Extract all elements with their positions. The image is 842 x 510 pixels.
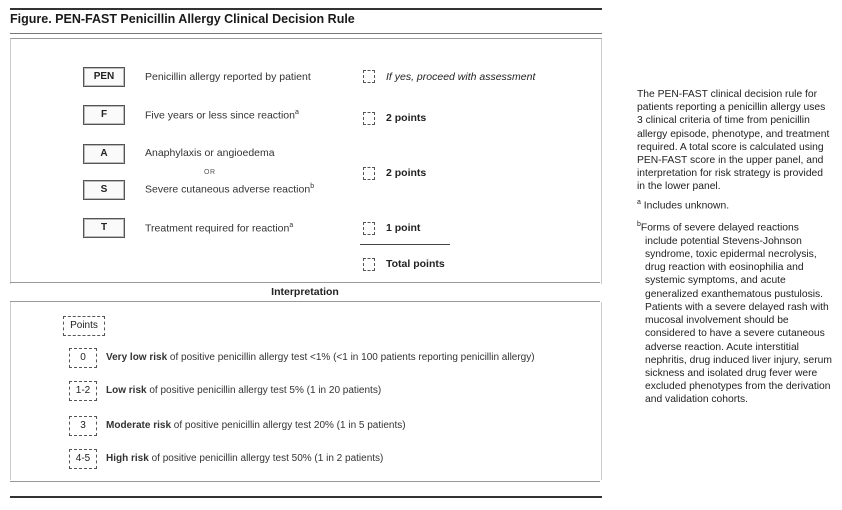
footnote-a-text: Includes unknown.: [640, 200, 730, 212]
criterion-f-label: Five years or less since reaction: [145, 109, 295, 122]
risk-low-desc: of positive penicillin allergy test 5% (1 in 20 patients): [146, 385, 382, 396]
or-label: OR: [204, 169, 216, 176]
risk-moderate-desc: of positive penicillin allergy test 20% (1 in 5 patients): [171, 420, 406, 431]
risk-moderate: [106, 420, 406, 431]
points-4-5: 4-5: [69, 449, 97, 469]
criterion-t-footnote-mark: a: [289, 222, 294, 229]
footnote-b: [637, 218, 832, 406]
code-a: A: [83, 144, 125, 164]
points-header: Points: [63, 316, 105, 336]
criterion-s-footnote-mark: b: [310, 183, 315, 190]
result-pen: If yes, proceed with assessment: [386, 71, 536, 83]
points-3: 3: [69, 416, 97, 436]
footnote-b-mark: b: [637, 221, 641, 229]
checkbox-f[interactable]: [363, 112, 375, 125]
risk-high-desc: of positive penicillin allergy test 50% (1 in 2 patients): [148, 453, 384, 464]
result-t: 1 point: [386, 222, 421, 234]
criterion-t-text: [145, 222, 293, 235]
risk-moderate-level: Moderate risk: [106, 420, 172, 431]
risk-very-low-desc: of positive penicillin allergy test <1% (<1 in 100 patients reporting penicillin allergy): [167, 352, 535, 363]
criterion-s-label: Severe cutaneous adverse reaction: [145, 183, 311, 196]
result-f: 2 points: [386, 112, 427, 124]
points-0: 0: [69, 348, 97, 368]
code-pen: PEN: [83, 67, 125, 87]
checkbox-t[interactable]: [363, 222, 375, 235]
criterion-t-label: Treatment required for reaction: [145, 222, 290, 235]
criterion-pen-text: Penicillin allergy reported by patient: [145, 71, 311, 83]
result-as: 2 points: [386, 167, 427, 179]
criterion-f-text: [145, 109, 299, 122]
risk-low-level: Low risk: [106, 385, 147, 396]
footnote-b-text: Forms of severe delayed reactions include potential Stevens-Johnson syndrome, toxic epidermal necrolysis, drug reaction with eosinophilia and systemic symptoms, and acute generalized exanthematous pustulosis. Patients with a severe delayed rash with mucosal involvement should be considered to have a severe cutaneous adverse reaction. Acute interstitial nephritis, drug induced liver injury, serum sickness and isolated drug fever were excluded phenotypes from the derivation and validation cohorts.: [640, 222, 832, 406]
risk-low: [106, 385, 381, 396]
code-t: T: [83, 218, 125, 238]
figure-title: Figure. PEN-FAST Penicillin Allergy Clinical Decision Rule: [10, 12, 355, 26]
code-f: F: [83, 105, 125, 125]
bottom-rule-2: [10, 496, 602, 498]
criterion-f-footnote-mark: a: [294, 109, 299, 116]
total-points-label: Total points: [386, 258, 445, 270]
figure-caption: [637, 88, 832, 407]
footnote-a-mark: a: [637, 198, 641, 206]
checkbox-as[interactable]: [363, 167, 375, 180]
checkbox-pen[interactable]: [363, 70, 375, 83]
interpretation-heading: Interpretation: [271, 286, 339, 298]
caption-description: The PEN-FAST clinical decision rule for patients reporting a penicillin allergy uses 3 clinical criteria of time from penicillin allergy episode, phenotype, and treatment required. A total score is calculated using PEN-FAST score in the upper panel, and interpretation for risk strategy is provided in the lower panel.: [637, 89, 830, 193]
footnote-a: [637, 196, 832, 213]
criterion-s-text: [145, 183, 314, 196]
risk-very-low: [106, 352, 535, 363]
risk-very-low-level: Very low risk: [106, 352, 168, 363]
interpretation-top-rule: [10, 282, 600, 283]
title-rule: [10, 33, 602, 34]
checkbox-total[interactable]: [363, 258, 375, 271]
code-s: S: [83, 180, 125, 200]
criterion-a-text: Anaphylaxis or angioedema: [145, 147, 275, 159]
bottom-rule-1: [10, 481, 600, 482]
risk-high-level: High risk: [106, 453, 149, 464]
sum-rule: [360, 244, 450, 245]
points-1-2: 1-2: [69, 381, 97, 401]
top-rule: [10, 8, 602, 10]
risk-high: [106, 453, 383, 464]
